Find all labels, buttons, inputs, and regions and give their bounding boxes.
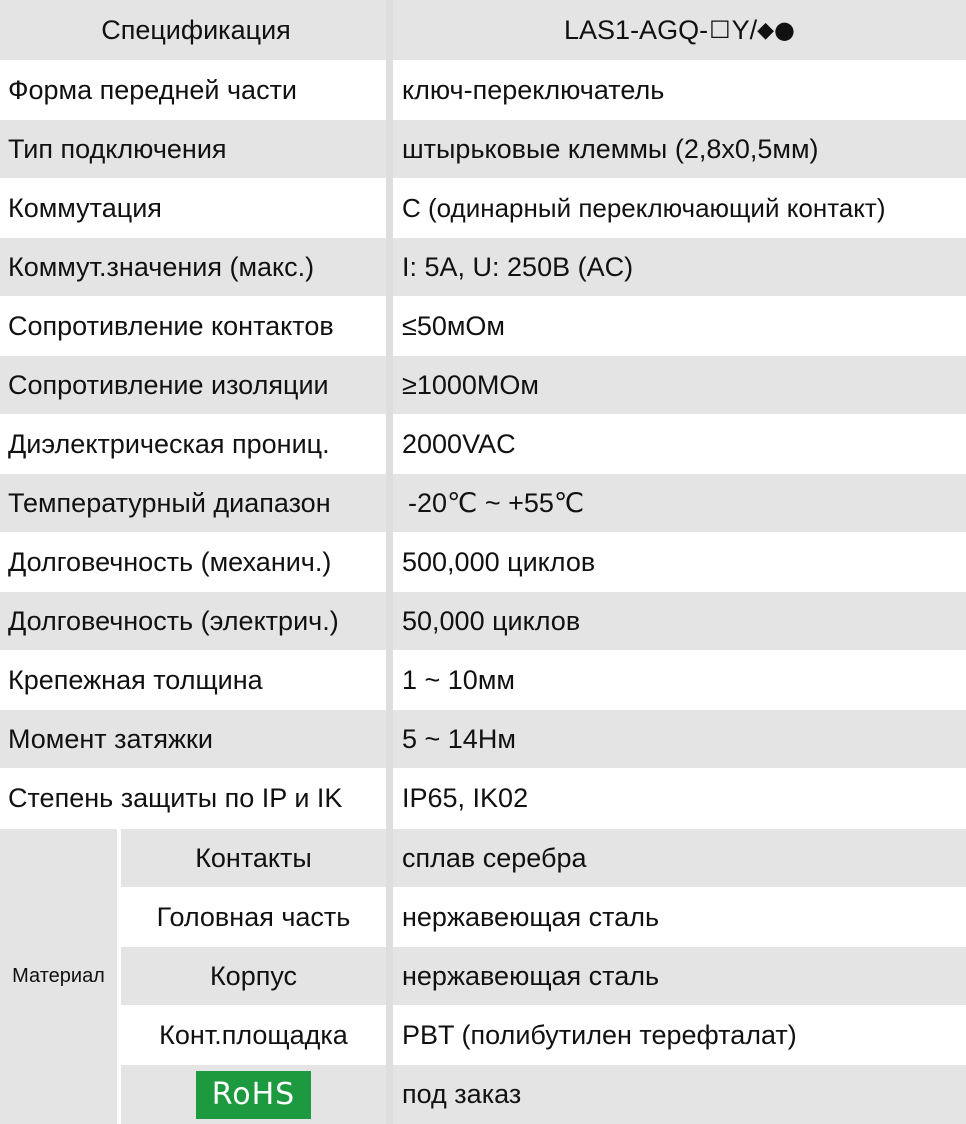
material-label: Головная часть [156,901,351,932]
header-model-code [393,0,966,60]
spec-row [0,414,966,474]
spec-value: 50,000 циклов [402,605,581,636]
spec-value: IP65, IK02 [402,783,529,813]
material-row [0,947,966,1005]
spec-label: Форма передней части [8,74,298,105]
rohs-badge: RoHS [196,1071,311,1119]
spec-label: Долговечность (механич.) [8,546,332,577]
spec-row [0,710,966,768]
model-mid: Y/ [731,14,758,45]
material-label: Корпус [209,960,298,991]
spec-value: С (одинарный переключающий контакт) [402,192,886,223]
material-value: сплав серебра [402,842,587,873]
spec-value: ключ-переключатель [402,74,665,105]
spec-label: Коммутация [8,192,162,223]
model-circle-icon: ● [774,16,795,44]
spec-label: Момент затяжки [8,723,213,754]
spec-label: Сопротивление изоляции [8,369,329,400]
model-box-icon: ☐ [709,16,731,44]
spec-value: ≥1000МОм [402,369,539,400]
material-column-separator [117,829,121,1124]
spec-row [0,60,966,120]
spec-row [0,356,966,414]
spec-label: Температурный диапазон [8,487,331,518]
spec-value: 500,000 циклов [402,546,596,577]
spec-row [0,296,966,356]
spec-label: Тип подключения [8,133,227,164]
table-header-row [0,0,966,60]
material-label: Конт.площадка [159,1019,348,1050]
spec-value: I: 5A, U: 250В (AC) [402,251,634,282]
spec-value: 5 ~ 14Нм [402,723,516,754]
spec-value: ≤50мОм [402,310,505,341]
material-row [0,887,966,947]
spec-label: Сопротивление контактов [8,310,334,341]
material-label: Контакты [195,842,312,873]
spec-label: Долговечность (электрич.) [8,605,339,636]
spec-row [0,768,966,829]
material-row [0,829,966,887]
spec-value: 1 ~ 10мм [402,664,515,695]
model-diamond-icon: ◆ [757,17,775,43]
spec-row [0,238,966,296]
column-divider [386,0,393,1124]
spec-row [0,474,966,532]
rohs-badge-cell [121,1065,386,1124]
spec-value: 2000VAC [402,428,516,459]
spec-row [0,592,966,650]
spec-value: -20℃ ~ +55℃ [408,487,585,518]
spec-row [0,178,966,238]
spec-row [0,532,966,592]
rohs-row [0,1065,966,1124]
spec-label: Крепежная толщина [8,664,263,695]
spec-label: Коммут.значения (макс.) [8,251,315,282]
material-group-label: Материал [0,829,117,1124]
rohs-value: под заказ [402,1079,522,1109]
material-value: нержавеющая сталь [402,901,660,932]
header-spec-label: Спецификация [101,14,291,45]
spec-label: Степень защиты по IP и IK [8,783,343,813]
material-row [0,1005,966,1065]
spec-value: штырьковые клеммы (2,8x0,5мм) [402,133,819,164]
material-value: PBT (полибутилен терефталат) [402,1019,797,1050]
material-value: нержавеющая сталь [402,960,660,991]
spec-row [0,650,966,710]
model-prefix: LAS1-AGQ- [564,14,709,45]
spec-label: Диэлектрическая прониц. [8,428,330,459]
spec-row [0,120,966,178]
